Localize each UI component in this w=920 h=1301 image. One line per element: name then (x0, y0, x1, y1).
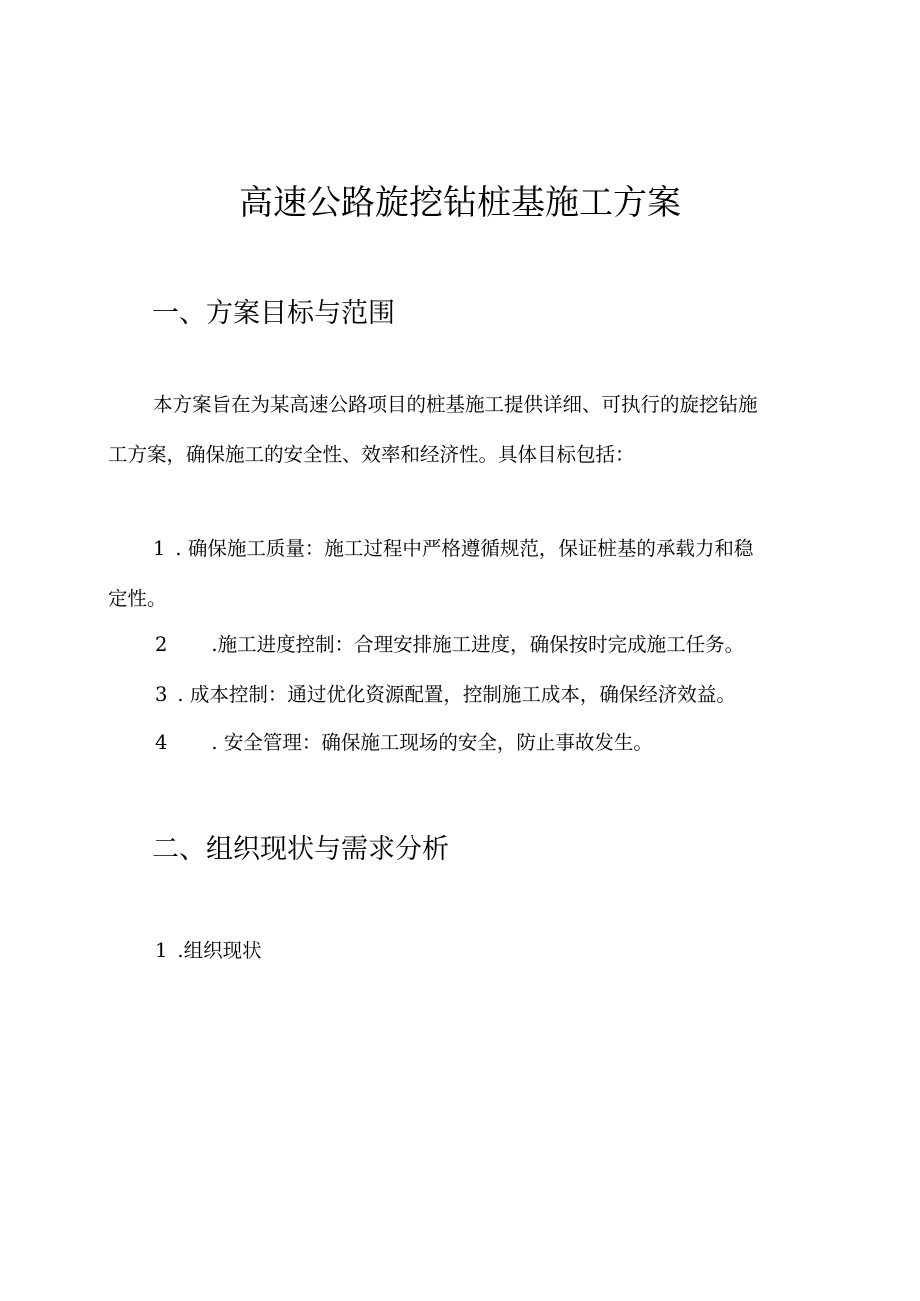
list-item-text: . 安全管理：确保施工现场的安全，防止事故发生。 (211, 731, 653, 754)
list-item-number: 4 (155, 731, 168, 754)
sub-heading (155, 926, 262, 976)
list-item-text: . 确保施工质量：施工过程中严格遵循规范，保证桩基的承载力和稳 (175, 537, 754, 560)
section-2-heading: 二、组织现状与需求分析 (152, 834, 449, 865)
list-item-text: .施工进度控制：合理安排施工进度，确保按时完成施工任务。 (211, 633, 745, 656)
list-item (108, 524, 828, 624)
intro-line-2: 工方案，确保施工的安全性、效率和经济性。具体目标包括： (108, 443, 635, 466)
intro-line-1: 本方案旨在为某高速公路项目的桩基施工提供详细、可执行的旋挖钻施 (153, 393, 758, 416)
page-title: 高速公路旋挖钻桩基施工方案 (239, 183, 681, 223)
list-item-text-continued: 定性。 (108, 587, 167, 610)
list-item-number: 1 (153, 537, 166, 560)
sub-heading-text: .组织现状 (177, 939, 262, 962)
list-item (155, 670, 736, 720)
list-item-number: 3 (155, 683, 168, 706)
list-item-text: . 成本控制：通过优化资源配置，控制施工成本，确保经济效益。 (177, 683, 736, 706)
list-item (155, 718, 653, 768)
section-1-intro (108, 380, 828, 480)
list-item (155, 620, 744, 670)
list-item-number: 2 (155, 633, 168, 656)
section-1-heading: 一、方案目标与范围 (152, 298, 395, 329)
sub-heading-number: 1 (155, 939, 168, 962)
